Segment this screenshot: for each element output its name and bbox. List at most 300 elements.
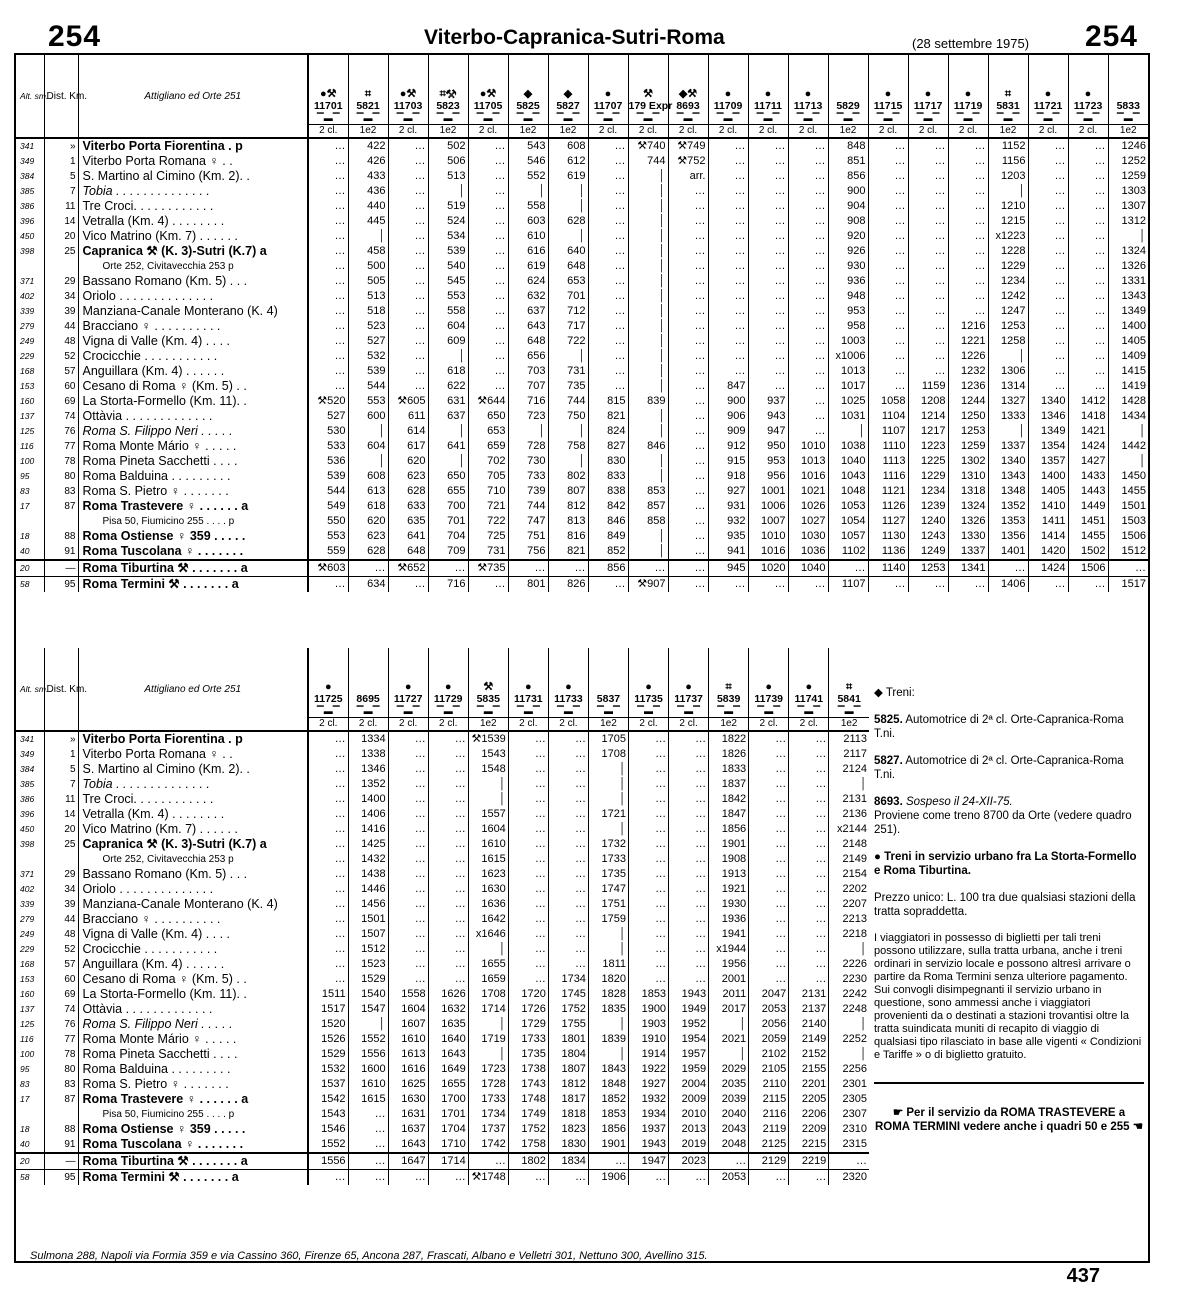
station-row — [16, 184, 1148, 199]
train-time: … — [388, 882, 428, 897]
station-altitude: 396 — [20, 809, 35, 819]
train-time: 1604 — [468, 822, 508, 837]
station-altitude: 17 — [20, 501, 30, 511]
train-time: │ — [829, 1047, 869, 1062]
train-time: … — [669, 762, 709, 777]
train-time: … — [708, 169, 748, 184]
train-time: │ — [628, 469, 668, 484]
station-name: Vigna di Valle (Km. 4) . . . . — [78, 334, 308, 349]
train-number: 11721 — [1033, 100, 1063, 112]
train-time: … — [468, 364, 508, 379]
train-time: 643 — [508, 319, 548, 334]
train-time: 1517 — [308, 1002, 348, 1017]
train-time: 731 — [468, 544, 508, 560]
train-time: │ — [588, 1047, 628, 1062]
train-time: … — [749, 852, 789, 867]
train-time: … — [948, 169, 988, 184]
train-time: 2206 — [789, 1107, 829, 1122]
train-time: 1655 — [468, 957, 508, 972]
train-time: 2113 — [829, 731, 869, 747]
train-time: 1853 — [629, 987, 669, 1002]
station-name: Bracciano ♀ . . . . . . . . . . — [78, 912, 308, 927]
train-time: │ — [628, 424, 668, 439]
train-time: … — [1068, 274, 1108, 289]
train-time: … — [668, 259, 708, 274]
train-symbol-icon: ⚒ — [643, 88, 653, 100]
train-time: 618 — [348, 499, 388, 514]
train-time: … — [629, 777, 669, 792]
train-time: 1729 — [508, 1017, 548, 1032]
train-time: 1752 — [508, 1122, 548, 1137]
train-time: 830 — [588, 454, 628, 469]
train-time: 2056 — [749, 1017, 789, 1032]
train-time: 1239 — [908, 499, 948, 514]
train-class: 1e2 — [549, 124, 588, 137]
train-time: 1250 — [948, 409, 988, 424]
train-time: 2053 — [749, 1002, 789, 1017]
train-time: … — [708, 199, 748, 214]
train-time: … — [548, 942, 588, 957]
train-time: … — [749, 792, 789, 807]
station-altitude: 450 — [20, 231, 35, 241]
train-time: 953 — [748, 454, 788, 469]
train-time: 619 — [548, 169, 588, 184]
train-symbol-icon: ● — [1044, 88, 1052, 100]
train-time: 2205 — [789, 1092, 829, 1107]
train-class: 2 cl. — [749, 124, 788, 137]
train-time: 2149 — [829, 852, 869, 867]
station-distance: 76 — [44, 1017, 78, 1032]
train-time: 546 — [508, 154, 548, 169]
train-number: 5833 — [1116, 100, 1140, 112]
train-time: 1557 — [468, 807, 508, 822]
train-time: 931 — [708, 499, 748, 514]
train-time: … — [388, 972, 428, 987]
train-time: … — [1068, 184, 1108, 199]
station-distance: 5 — [44, 762, 78, 777]
station-row — [16, 1032, 869, 1047]
train-time: 544 — [348, 379, 388, 394]
station-distance: 44 — [44, 319, 78, 334]
train-time: … — [669, 807, 709, 822]
train-time: … — [629, 837, 669, 852]
train-time: … — [588, 334, 628, 349]
train-time: … — [668, 499, 708, 514]
train-time: 622 — [428, 379, 468, 394]
train-time: 1719 — [468, 1032, 508, 1047]
timetable-bottom — [16, 648, 869, 1185]
train-time: │ — [628, 214, 668, 229]
train-time: … — [1068, 379, 1108, 394]
railcar-icon: ▔▬▔ — [797, 706, 821, 716]
train-time: 1947 — [629, 1153, 669, 1170]
train-time: 1104 — [868, 409, 908, 424]
train-time: 1318 — [948, 484, 988, 499]
train-time: │ — [628, 349, 668, 364]
train-time: … — [749, 972, 789, 987]
train-header — [668, 55, 708, 138]
train-time: 2010 — [669, 1107, 709, 1122]
train-time: … — [788, 229, 828, 244]
train-time: 1324 — [1108, 244, 1148, 259]
train-header — [629, 648, 669, 731]
train-time: 2213 — [829, 912, 869, 927]
note-8693-text: Sospeso il 24-XII-75. — [905, 796, 1013, 808]
train-header — [1108, 55, 1148, 138]
train-time: 628 — [348, 544, 388, 560]
train-time: … — [868, 304, 908, 319]
train-time: │ — [428, 184, 468, 199]
train-time: … — [308, 244, 348, 259]
train-time: 623 — [348, 529, 388, 544]
train-time: … — [748, 334, 788, 349]
train-time: … — [749, 942, 789, 957]
train-time: 701 — [548, 289, 588, 304]
train-time: 659 — [468, 439, 508, 454]
train-time: … — [508, 792, 548, 807]
train-number: 8693 — [676, 100, 700, 112]
station-row — [16, 244, 1148, 259]
train-time: … — [308, 957, 348, 972]
train-number: 11729 — [433, 693, 463, 705]
railcar-icon: ▔▬▔ — [837, 706, 861, 716]
train-time: 506 — [428, 154, 468, 169]
railcar-icon: ▔▬▔ — [676, 113, 700, 123]
urban-price: Prezzo unico: L. 100 tra due qualsiasi stazioni della tratta sopraddetta. — [874, 892, 1136, 918]
train-time: 650 — [468, 409, 508, 424]
train-time: 707 — [508, 379, 548, 394]
train-time: 1934 — [629, 1107, 669, 1122]
train-header — [748, 55, 788, 138]
train-number: 5821 — [356, 100, 380, 112]
station-distance — [44, 259, 78, 274]
train-time: 2140 — [789, 1017, 829, 1032]
train-time: 1026 — [788, 499, 828, 514]
train-time: 1424 — [1028, 560, 1068, 577]
station-distance: 14 — [44, 807, 78, 822]
train-symbol-icon: ● — [805, 681, 813, 693]
train-time: … — [748, 138, 788, 154]
train-number: 11731 — [514, 693, 543, 705]
train-time: │ — [628, 184, 668, 199]
train-time: … — [669, 942, 709, 957]
train-time: 2035 — [709, 1077, 749, 1092]
train-time: 1253 — [948, 424, 988, 439]
train-time: … — [308, 912, 348, 927]
station-row — [16, 1047, 869, 1062]
train-time: 1229 — [988, 259, 1028, 274]
station-distance — [44, 852, 78, 867]
train-symbol-icon: ⌗ — [1004, 88, 1012, 100]
train-time: … — [908, 274, 948, 289]
train-time: … — [508, 762, 548, 777]
station-distance: 77 — [44, 1032, 78, 1047]
header-station-connection: Attigliano ed Orte 251 — [78, 648, 308, 731]
train-time: … — [788, 214, 828, 229]
train-time: … — [308, 184, 348, 199]
station-distance: 44 — [44, 912, 78, 927]
train-symbol-icon: ⚒ — [483, 681, 494, 693]
train-class: 2 cl. — [629, 717, 668, 730]
train-time: │ — [508, 424, 548, 439]
train-header — [669, 648, 709, 731]
train-time: … — [508, 867, 548, 882]
train-time: 1943 — [669, 987, 709, 1002]
train-number: 11735 — [634, 693, 663, 705]
train-time: 1246 — [1108, 138, 1148, 154]
train-class: 2 cl. — [309, 124, 348, 137]
train-time: … — [1028, 229, 1068, 244]
train-time: 1425 — [348, 837, 388, 852]
station-name: Vetralla (Km. 4) . . . . . . . . — [78, 807, 308, 822]
train-time: 716 — [428, 577, 468, 593]
train-time: … — [988, 560, 1028, 577]
train-time: │ — [468, 1047, 508, 1062]
train-time: … — [588, 577, 628, 593]
station-altitude: 229 — [20, 944, 35, 954]
train-time: 1226 — [948, 349, 988, 364]
station-row — [16, 577, 1148, 593]
train-time: │ — [988, 424, 1028, 439]
train-header — [308, 55, 348, 138]
station-distance: 5 — [44, 169, 78, 184]
train-time: … — [868, 319, 908, 334]
train-time: … — [748, 184, 788, 199]
train-time: 1640 — [428, 1032, 468, 1047]
station-name: Viterbo Porta Fiorentina . p — [78, 138, 308, 154]
train-time: 1616 — [388, 1062, 428, 1077]
train-time: … — [868, 334, 908, 349]
station-altitude — [16, 514, 44, 529]
train-time: 1421 — [1068, 424, 1108, 439]
station-name: Vico Matrino (Km. 7) . . . . . . — [78, 229, 308, 244]
train-time: 1013 — [828, 364, 868, 379]
train-time: … — [749, 1170, 789, 1186]
station-distance: 60 — [44, 972, 78, 987]
train-time: … — [388, 897, 428, 912]
train-time: 721 — [468, 499, 508, 514]
train-time: … — [708, 304, 748, 319]
station-altitude: 100 — [20, 456, 35, 466]
station-name: Tre Croci. . . . . . . . . . . . — [78, 792, 308, 807]
train-header — [348, 55, 388, 138]
train-time: … — [468, 349, 508, 364]
train-time: 1532 — [308, 1062, 348, 1077]
train-time: … — [1028, 184, 1068, 199]
train-header — [508, 648, 548, 731]
train-time: 1031 — [828, 409, 868, 424]
train-time: … — [788, 274, 828, 289]
train-time: … — [1028, 364, 1068, 379]
train-time: 648 — [508, 334, 548, 349]
train-time: … — [1028, 349, 1068, 364]
train-class: 1e2 — [829, 124, 868, 137]
notes-title: ◆ Treni: — [874, 687, 915, 699]
train-time: … — [789, 1170, 829, 1186]
train-time: │ — [829, 942, 869, 957]
train-time: … — [789, 957, 829, 972]
train-time: 1847 — [709, 807, 749, 822]
station-distance: 11 — [44, 199, 78, 214]
train-time: 617 — [388, 439, 428, 454]
train-time: 950 — [748, 439, 788, 454]
station-distance: 7 — [44, 777, 78, 792]
train-time: 1856 — [588, 1122, 628, 1137]
train-time: 1901 — [588, 1137, 628, 1153]
station-row — [16, 942, 869, 957]
train-time: … — [868, 259, 908, 274]
train-time: … — [548, 792, 588, 807]
train-class: 2 cl. — [589, 124, 628, 137]
train-symbol-icon: ● — [884, 88, 892, 100]
train-time: 1414 — [1028, 529, 1068, 544]
train-time: 1340 — [988, 454, 1028, 469]
train-time: 1303 — [1108, 184, 1148, 199]
train-time: 519 — [428, 199, 468, 214]
train-class: 2 cl. — [549, 717, 588, 730]
train-number: 11739 — [754, 693, 784, 705]
train-time: … — [749, 747, 789, 762]
trastevere-note-text: Per il servizio da ROMA TRASTEVERE a ROMA TERMINI vedere anche i quadri 50 e 255 — [874, 1107, 1130, 1133]
train-time: 1400 — [1108, 319, 1148, 334]
train-time: 900 — [708, 394, 748, 409]
train-time: 1954 — [669, 1032, 709, 1047]
train-time: … — [388, 912, 428, 927]
train-number: 11717 — [913, 100, 943, 112]
train-time: 1401 — [988, 544, 1028, 560]
station-row — [16, 792, 869, 807]
train-time: 1546 — [308, 1122, 348, 1137]
train-time: 2039 — [709, 1092, 749, 1107]
train-time: … — [748, 349, 788, 364]
train-header — [988, 55, 1028, 138]
train-header — [308, 648, 348, 731]
note-5825-text: Automotrice di 2ª cl. Orte-Capranica-Roma T.ni. — [874, 714, 1124, 740]
train-time: … — [748, 244, 788, 259]
train-time: 802 — [548, 469, 588, 484]
train-time: … — [1068, 138, 1108, 154]
train-time: … — [1068, 169, 1108, 184]
station-altitude — [16, 852, 44, 867]
train-time: 2059 — [749, 1032, 789, 1047]
station-distance: 39 — [44, 304, 78, 319]
station-row — [16, 1170, 869, 1186]
train-time: … — [629, 852, 669, 867]
note-5827-number: 5827. — [874, 755, 903, 767]
station-name: Vigna di Valle (Km. 4) . . . . — [78, 927, 308, 942]
train-time: 1424 — [1068, 439, 1108, 454]
train-time: … — [669, 1170, 709, 1186]
train-time: 827 — [588, 439, 628, 454]
train-time: 1526 — [308, 1032, 348, 1047]
train-time: 604 — [428, 319, 468, 334]
train-time: 1427 — [1068, 454, 1108, 469]
train-time: 1937 — [629, 1122, 669, 1137]
railcar-icon: ▔▬▔ — [796, 113, 820, 123]
train-time: 1010 — [748, 529, 788, 544]
train-time: … — [708, 138, 748, 154]
train-time: … — [908, 334, 948, 349]
train-time: … — [868, 364, 908, 379]
train-time: … — [748, 169, 788, 184]
train-time: … — [428, 972, 468, 987]
station-distance: 77 — [44, 439, 78, 454]
train-time: 733 — [508, 469, 548, 484]
train-time: … — [868, 154, 908, 169]
station-name: Viterbo Porta Fiorentina . p — [78, 731, 308, 747]
station-distance: 20 — [44, 822, 78, 837]
station-altitude: 18 — [20, 1124, 30, 1134]
train-time: … — [868, 379, 908, 394]
train-time: 1232 — [948, 364, 988, 379]
train-time: … — [908, 169, 948, 184]
train-time: … — [388, 199, 428, 214]
train-time: 1655 — [428, 1077, 468, 1092]
train-time: 1343 — [988, 469, 1028, 484]
train-time: 2310 — [829, 1122, 869, 1137]
station-altitude: 40 — [20, 546, 30, 556]
train-time: … — [629, 882, 669, 897]
train-time: 1936 — [709, 912, 749, 927]
train-time: 705 — [468, 469, 508, 484]
train-time: … — [1028, 244, 1068, 259]
train-time: 653 — [468, 424, 508, 439]
station-altitude: 168 — [20, 366, 35, 376]
train-time: 513 — [348, 289, 388, 304]
train-time: 1330 — [948, 529, 988, 544]
train-time: … — [708, 259, 748, 274]
train-time: 1428 — [1108, 394, 1148, 409]
train-class: 2 cl. — [309, 717, 348, 730]
train-time: 1340 — [1028, 394, 1068, 409]
station-row — [16, 912, 869, 927]
train-time: 1552 — [348, 1032, 388, 1047]
train-header — [548, 648, 588, 731]
train-number: 11741 — [794, 693, 824, 705]
station-distance — [44, 1107, 78, 1122]
train-time: 900 — [828, 184, 868, 199]
train-class: 2 cl. — [669, 717, 708, 730]
train-time: 558 — [508, 199, 548, 214]
train-time: 1714 — [468, 1002, 508, 1017]
train-time: 618 — [428, 364, 468, 379]
train-time: … — [908, 259, 948, 274]
station-distance: 20 — [44, 229, 78, 244]
train-time: 518 — [348, 304, 388, 319]
train-time: … — [548, 912, 588, 927]
train-time: 549 — [308, 499, 348, 514]
train-time: 1817 — [548, 1092, 588, 1107]
train-time: 1349 — [1028, 424, 1068, 439]
train-symbol-icon: ⌗ — [846, 681, 853, 693]
railcar-icon: ▔▬▔ — [516, 706, 540, 716]
train-time: │ — [588, 942, 628, 957]
train-time: 1914 — [629, 1047, 669, 1062]
train-time: 500 — [348, 259, 388, 274]
header-distance: Dist. Km. — [44, 648, 78, 731]
footer-connections: Sulmona 288, Napoli via Formia 359 e via Cassino 360, Firenze 65, Ancona 287, Frascati, Albano e Velletri 301, Nettuno 300, Avellino 315. — [30, 1250, 708, 1262]
train-time: 1630 — [468, 882, 508, 897]
train-time: 1659 — [468, 972, 508, 987]
timetable-date: (28 settembre 1975) — [912, 36, 1030, 51]
station-name: Pisa 50, Fiumicino 255 . . . . p — [78, 1107, 308, 1122]
train-time: 1512 — [1108, 544, 1148, 560]
train-time: │ — [829, 777, 869, 792]
train-class: 2 cl. — [789, 124, 828, 137]
train-header — [709, 648, 749, 731]
train-time: 1242 — [988, 289, 1028, 304]
train-time: … — [508, 807, 548, 822]
